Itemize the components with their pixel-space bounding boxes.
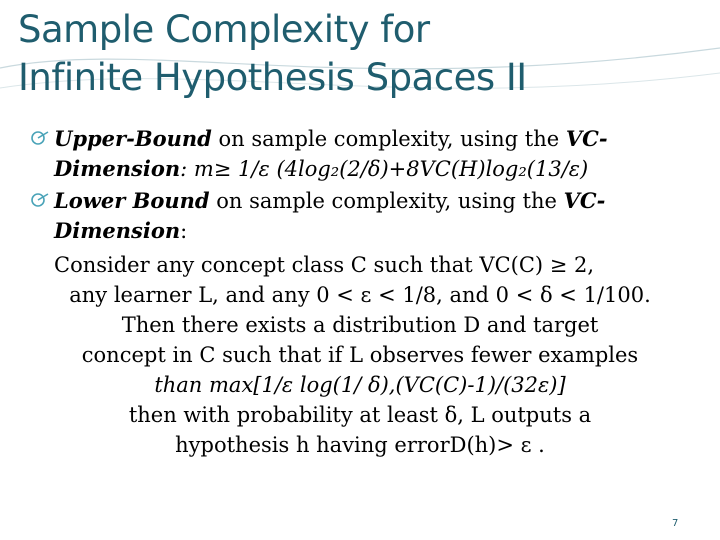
bullet-upper-bound bbox=[30, 124, 690, 184]
bullet-arrow-icon bbox=[30, 128, 50, 148]
title-line-2: Infinite Hypothesis Spaces II bbox=[18, 56, 527, 99]
body-line-2: any learner L, and any 0 < ε < 1/8, and 0 < δ < 1/100. bbox=[69, 283, 651, 307]
body-line-5: than max[1/ε log(1/ δ),(VC(C)-1)/(32ε)] bbox=[154, 373, 566, 397]
page-number: 7 bbox=[672, 518, 679, 529]
lower-bound-colon: : bbox=[180, 219, 188, 243]
upper-bound-formula: : m≥ 1/ε (4log₂(2/δ)+8VC(H)log₂(13/ε) bbox=[180, 157, 589, 181]
body-line-4: concept in C such that if L observes fewer examples bbox=[81, 343, 639, 367]
lower-bound-label: Lower Bound bbox=[54, 188, 210, 213]
bullet-lower-bound bbox=[30, 186, 690, 246]
slide-content bbox=[30, 124, 690, 460]
lower-bound-text: on sample complexity, using the bbox=[209, 189, 564, 213]
upper-bound-vc-word: VC-Dimension bbox=[54, 126, 608, 181]
slide-title bbox=[18, 6, 527, 102]
lower-bound-vc-word: VC-Dimension bbox=[54, 188, 606, 243]
body-line-7: hypothesis h having errorD(h)> ε . bbox=[175, 433, 545, 457]
title-line-1: Sample Complexity for bbox=[18, 8, 430, 51]
upper-bound-text: on sample complexity, using the bbox=[211, 127, 566, 151]
lower-bound-statement bbox=[30, 250, 690, 460]
body-line-6: then with probability at least δ, L outputs a bbox=[128, 403, 592, 427]
bullet-arrow-icon bbox=[30, 190, 50, 210]
upper-bound-label: Upper-Bound bbox=[54, 126, 212, 151]
body-line-3: Then there exists a distribution D and target bbox=[121, 313, 599, 337]
body-line-1: Consider any concept class C such that VC(C) ≥ 2, bbox=[54, 253, 595, 277]
